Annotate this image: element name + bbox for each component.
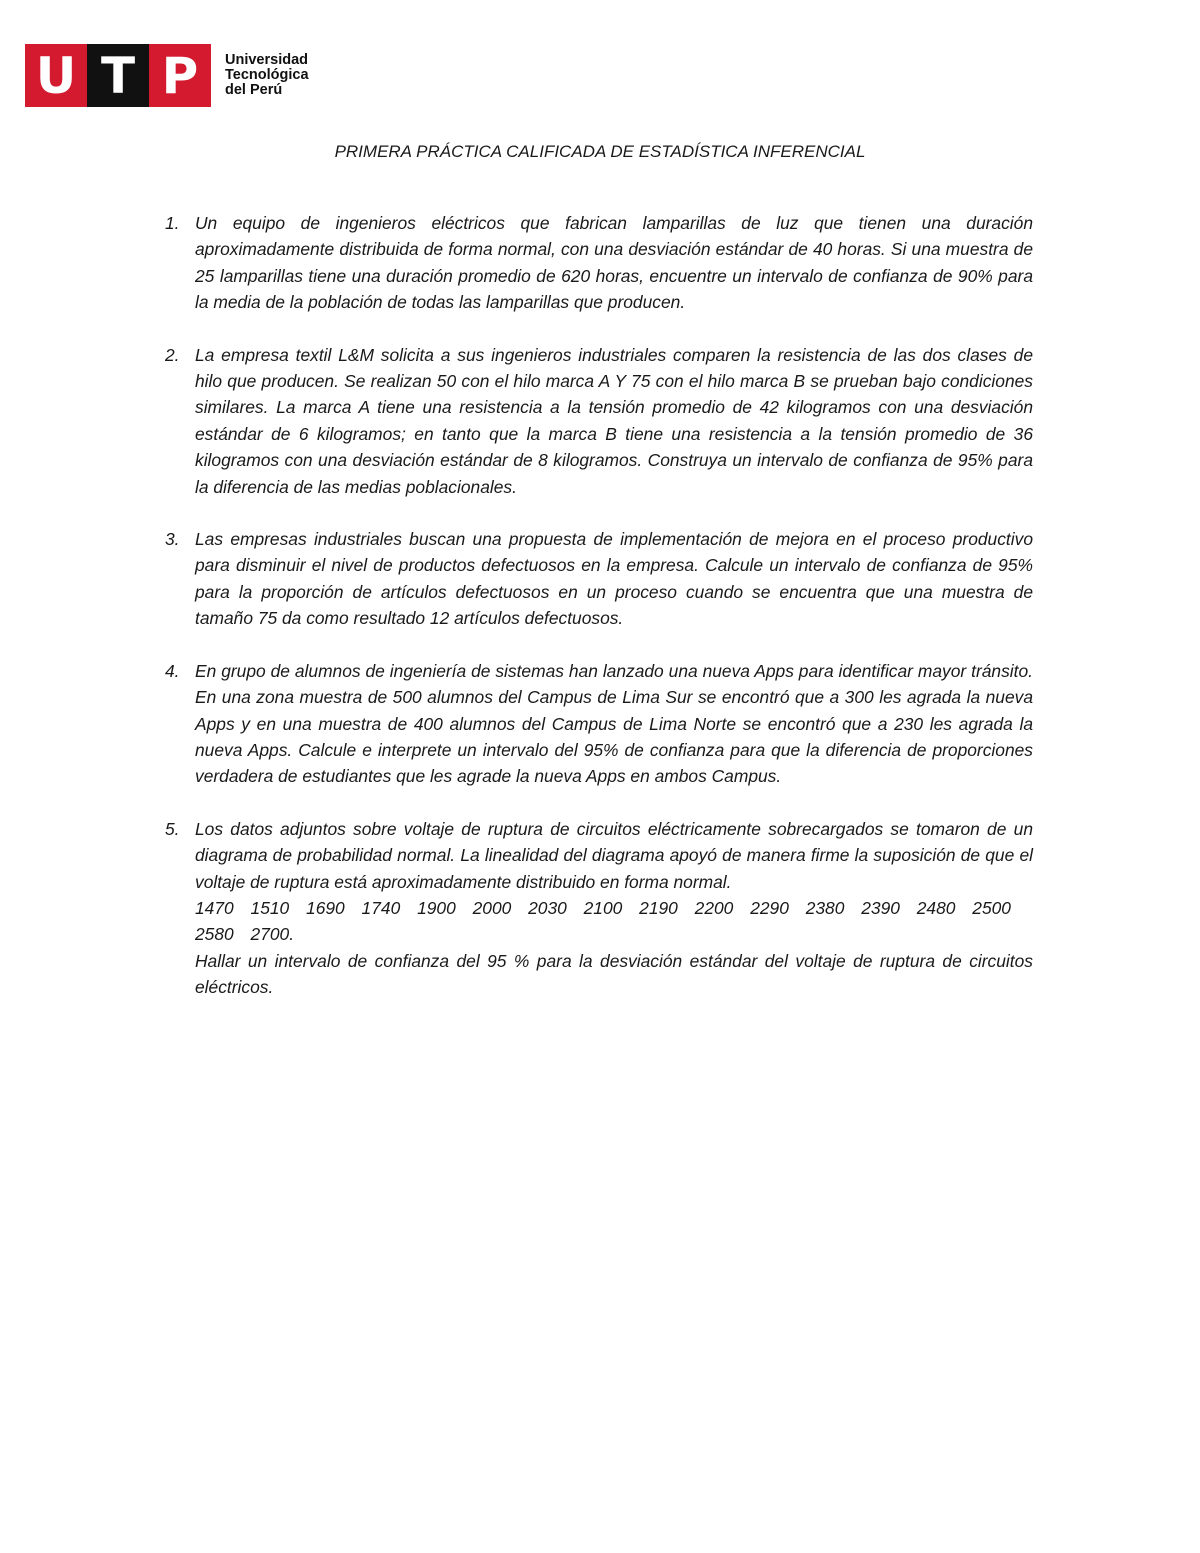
voltage-data: 1470 1510 1690 1740 1900 2000 2030 2100 2190 2200 2290 2380 2390 2480 2500 2580 2700. — [195, 897, 1011, 945]
question-text: Las empresas industriales buscan una propuesta de implementación de mejora en el proceso productivo para disminuir el nivel de productos defectuosos en la empresa. Calcule un intervalo de confianza de 95% para la proporción de artículos defectuosos en un proceso cuando se encuentra que una muestra de tamaño 75 da como resultado 12 artículos defectuosos. — [195, 529, 1033, 629]
question-body — [195, 816, 1033, 1001]
question-5 — [165, 816, 1033, 1001]
logo-line-2: Tecnológica — [225, 67, 309, 83]
question-2 — [165, 342, 1033, 500]
question-prompt: Hallar un intervalo de confianza del 95 % para la desviación estándar del voltaje de ruptura de circuitos eléctricos. — [195, 950, 1033, 998]
question-list — [165, 210, 1033, 1027]
question-number: 4. — [165, 660, 180, 681]
question-number: 3. — [165, 529, 180, 550]
question-text: La empresa textil L&M solicita a sus ingenieros industriales comparen la resistencia de las dos clases de hilo que producen. Se realizan 50 con el hilo marca A Y 75 con el hilo marca B se prueban bajo condiciones similares. La marca A tiene una resistencia a la tensión promedio de 42 kilogramos con una desviación estándar de 6 kilogramos; en tanto que la marca B tiene una resistencia a la tensión promedio de 36 kilogramos con una desviación estándar de 8 kilogramos. Construya un intervalo de confianza de 95% para la diferencia de las medias poblacionales. — [195, 344, 1033, 497]
logo-letter-u: U — [25, 44, 87, 107]
logo-letter-t: T — [87, 44, 149, 107]
question-text: Un equipo de ingenieros eléctricos que fabrican lamparillas de luz que tienen una duración aproximadamente distribuida de forma normal, con una desviación estándar de 40 horas. Si una muestra de 25 lamparillas tiene una duración promedio de 620 horas, encuentre un intervalo de confianza de 90% para la media de la población de todas las lamparillas que producen. — [195, 213, 1033, 313]
question-text: En grupo de alumnos de ingeniería de sistemas han lanzado una nueva Apps para identificar mayor tránsito. En una zona muestra de 500 alumnos del Campus de Lima Sur se encontró que a 300 les agrada la nueva Apps y en una muestra de 400 alumnos del Campus de Lima Norte se encontró que a 230 les agrada la nueva Apps. Calcule e interprete un intervalo del 95% de confianza para que la diferencia de proporciones verdadera de estudiantes que les agrade la nueva Apps en ambos Campus. — [195, 660, 1033, 787]
logo-wordmark — [225, 53, 309, 98]
question-4 — [165, 658, 1033, 790]
document-title: PRIMERA PRÁCTICA CALIFICADA DE ESTADÍSTICA INFERENCIAL — [334, 142, 866, 161]
utp-logo — [25, 44, 309, 107]
question-number: 5. — [165, 818, 180, 839]
question-3 — [165, 526, 1033, 632]
logo-mark — [25, 44, 211, 107]
logo-line-1: Universidad — [225, 52, 308, 68]
question-number: 2. — [165, 344, 180, 365]
logo-line-3: del Perú — [225, 82, 283, 98]
question-text: Los datos adjuntos sobre voltaje de ruptura de circuitos eléctricamente sobrecargados se tomaron de un diagrama de probabilidad normal. La linealidad del diagrama apoyó de manera firme la suposición de que el voltaje de ruptura está aproximadamente distribuido en forma normal. — [195, 818, 1033, 892]
question-1 — [165, 210, 1033, 316]
question-number: 1. — [165, 213, 180, 233]
logo-letter-p: P — [149, 44, 211, 107]
